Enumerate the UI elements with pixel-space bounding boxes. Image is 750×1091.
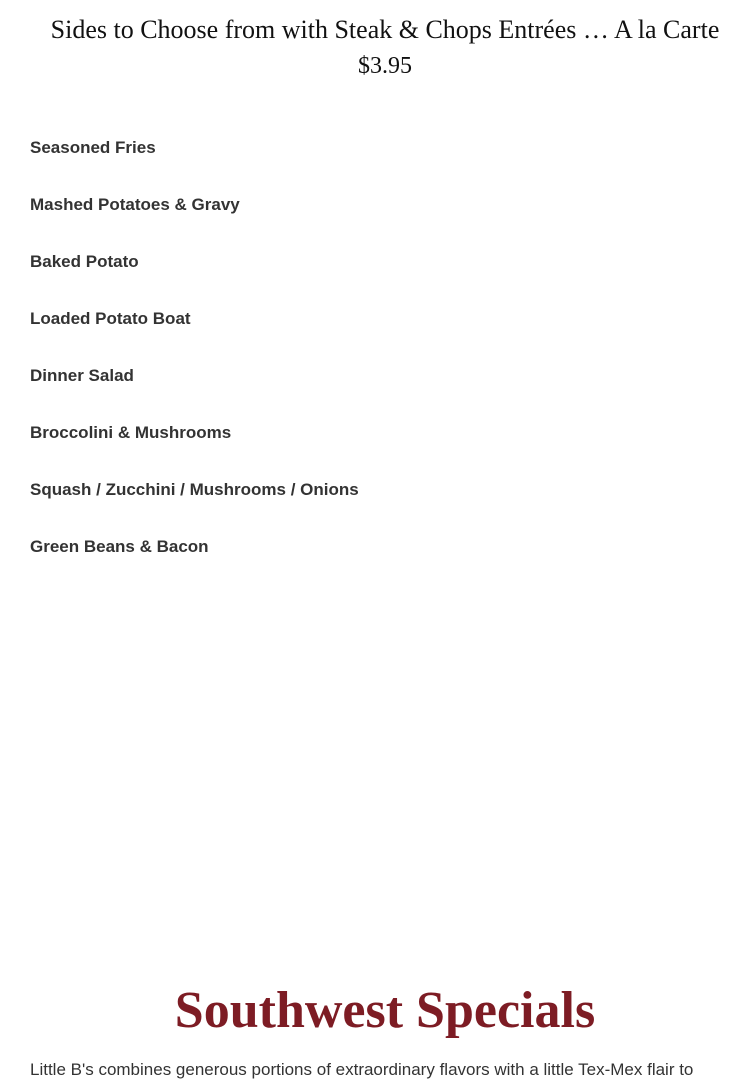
- southwest-specials-intro: Little B's combines generous portions of extraordinary flavors with a little Tex-Mex flair to: [30, 1060, 694, 1079]
- side-item-dinner-salad: Dinner Salad: [30, 366, 134, 385]
- side-item-baked-potato: Baked Potato: [30, 252, 139, 271]
- side-item-squash-zucchini: Squash / Zucchini / Mushrooms / Onions: [30, 480, 359, 499]
- side-item-loaded-potato-boat: Loaded Potato Boat: [30, 309, 191, 328]
- side-item-green-beans-bacon: Green Beans & Bacon: [30, 537, 209, 556]
- side-item-seasoned-fries: Seasoned Fries: [30, 138, 156, 157]
- sides-heading: Sides to Choose from with Steak & Chops Entrées … A la Carte: [50, 15, 720, 44]
- sides-price: $3.95: [358, 53, 412, 79]
- side-item-mashed-potatoes: Mashed Potatoes & Gravy: [30, 195, 240, 214]
- side-item-broccolini-mushrooms: Broccolini & Mushrooms: [30, 423, 232, 442]
- southwest-specials-title: Southwest Specials: [174, 982, 596, 1039]
- sides-list: [30, 136, 359, 592]
